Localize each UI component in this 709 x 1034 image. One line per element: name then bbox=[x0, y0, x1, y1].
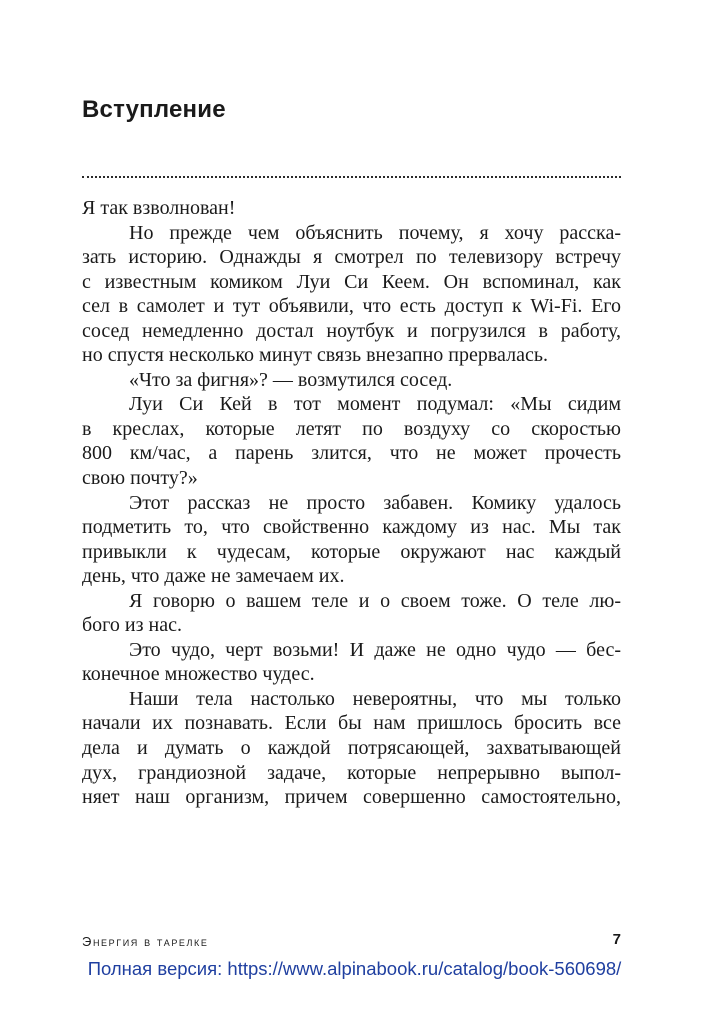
text-line: привыкли к чудесам, которые окружают нас каждый bbox=[82, 540, 621, 563]
full-version-banner bbox=[0, 958, 709, 980]
running-footer-title: Энергия в тарелке bbox=[82, 934, 209, 949]
text-line: Но прежде чем объяснить почему, я хочу расска- bbox=[129, 221, 621, 244]
text-line: но спустя несколько минут связь внезапно прервалась. bbox=[82, 344, 548, 367]
text-line: в креслах, которые летят по воздуху со скоростью bbox=[82, 417, 621, 440]
text-line: Луи Си Кей в тот момент подумал: «Мы сидим bbox=[129, 393, 621, 416]
full-version-label: Полная версия: bbox=[87, 958, 223, 979]
text-line: конечное множество чудес. bbox=[82, 663, 315, 686]
text-line: 800 км/час, а парень злится, что не может прочесть bbox=[82, 442, 621, 465]
text-line: начали их познавать. Если бы нам пришлось бросить все bbox=[82, 712, 621, 735]
full-version-link[interactable]: https://www.alpinabook.ru/catalog/book-560698/ bbox=[227, 958, 622, 979]
text-line: бого из нас. bbox=[82, 614, 182, 637]
text-line: день, что даже не замечаем их. bbox=[82, 565, 345, 588]
text-line: Я так взволнован! bbox=[82, 197, 236, 219]
text-line: няет наш организм, причем совершенно самостоятельно, bbox=[82, 786, 621, 809]
text-line: свою почту?» bbox=[82, 467, 198, 490]
text-line: сел в самолет и тут объявили, что есть доступ к Wi-Fi. Его bbox=[82, 295, 621, 318]
text-line: «Что за фигня»? — возмутился сосед. bbox=[129, 368, 453, 391]
text-line: Этот рассказ не просто забавен. Комику удалось bbox=[129, 491, 621, 514]
text-line: Я говорю о вашем теле и о своем тоже. О теле лю- bbox=[129, 589, 621, 612]
text-line: зать историю. Однажды я смотрел по телевизору встречу bbox=[82, 246, 621, 269]
chapter-title: Вступление bbox=[82, 96, 226, 123]
text-line: дух, грандиозной задаче, которые непрерывно выпол- bbox=[82, 761, 621, 784]
text-line: дела и думать о каждой потрясающей, захватывающей bbox=[82, 737, 621, 760]
text-line: Наши тела настолько невероятны, что мы только bbox=[129, 687, 621, 710]
text-line: сосед немедленно достал ноутбук и погрузился в работу, bbox=[82, 319, 621, 342]
text-line: Это чудо, черт возьми! И даже не одно чудо — бес- bbox=[129, 638, 621, 661]
body-text bbox=[82, 196, 621, 810]
text-line: подметить то, что свойственно каждому из нас. Мы так bbox=[82, 516, 621, 539]
dotted-divider bbox=[82, 176, 621, 178]
page-number: 7 bbox=[612, 931, 621, 948]
text-line: с известным комиком Луи Си Кеем. Он вспоминал, как bbox=[82, 270, 621, 293]
